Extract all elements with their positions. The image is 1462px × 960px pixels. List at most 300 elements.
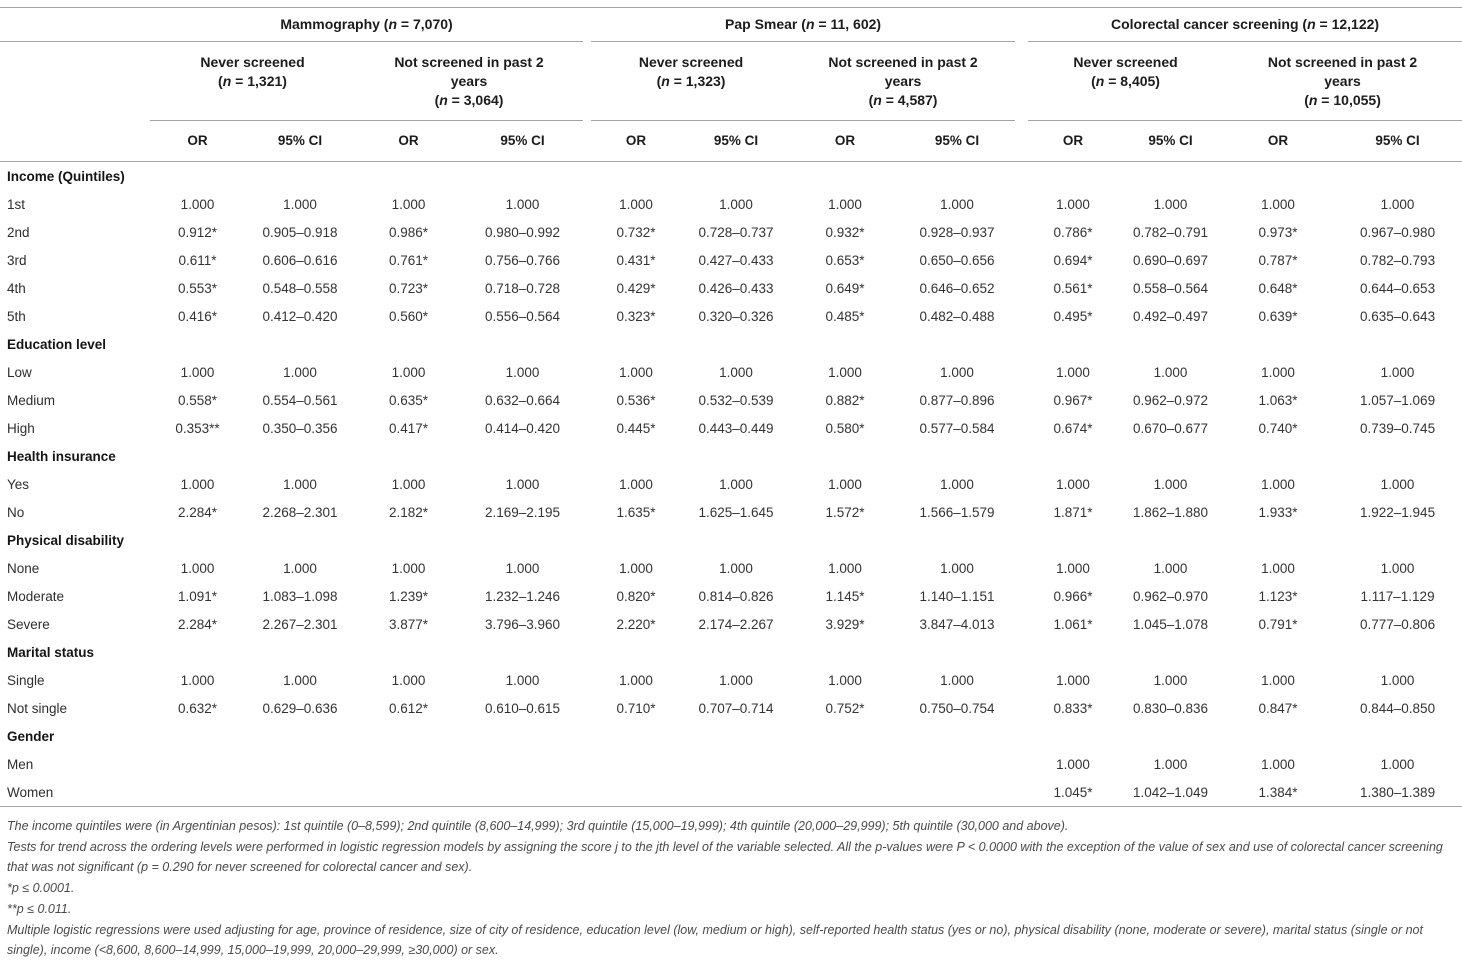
ci-cell: 1.000 xyxy=(1380,672,1415,688)
group-title-text: Mammography ( xyxy=(280,16,389,32)
group-spacer xyxy=(583,470,591,498)
ci-cell: 1.000 xyxy=(940,560,974,576)
group-spacer xyxy=(583,121,591,162)
ci-cell: 0.877–0.896 xyxy=(919,392,995,408)
or-cell: 1.000 xyxy=(1261,672,1295,688)
ci-cell: 0.427–0.433 xyxy=(698,252,774,268)
data-row xyxy=(0,190,1462,218)
ci-header: 95% CI xyxy=(462,121,583,162)
section-label: Income (Quintiles) xyxy=(7,168,125,184)
ci-cell: 1.000 xyxy=(505,672,540,688)
subgroup-label: Not screened in past 2 years xyxy=(828,54,978,89)
group-spacer xyxy=(1015,750,1028,778)
or-cell: 1.145* xyxy=(825,588,865,604)
subgroup-colorectal-never: Never screened (n = 8,405) xyxy=(1028,42,1223,121)
or-cell xyxy=(591,750,681,778)
ci-cell: 2.174–2.267 xyxy=(698,616,774,632)
ci-cell: 1.000 xyxy=(1153,756,1188,772)
group-title-n: n xyxy=(388,16,398,32)
ci-cell: 1.000 xyxy=(1153,196,1188,212)
ci-cell: 1.000 xyxy=(505,476,540,492)
or-cell: 0.966* xyxy=(1053,588,1093,604)
ci-cell: 0.482–0.488 xyxy=(919,308,995,324)
or-cell: 0.495* xyxy=(1053,308,1093,324)
or-cell: 0.740* xyxy=(1258,420,1298,436)
or-cell: 0.560* xyxy=(388,308,429,324)
ci-cell: 1.000 xyxy=(719,476,753,492)
ci-cell: 0.635–0.643 xyxy=(1360,308,1436,324)
or-cell: 0.932* xyxy=(825,224,865,240)
group-spacer xyxy=(1015,302,1028,330)
subgroup-n: ( xyxy=(434,92,440,108)
group-spacer xyxy=(583,414,591,442)
or-cell: 0.429* xyxy=(616,280,656,296)
ci-cell xyxy=(245,778,355,807)
or-cell xyxy=(150,750,245,778)
ci-cell: 0.750–0.754 xyxy=(919,700,995,716)
ci-cell: 0.644–0.653 xyxy=(1360,280,1436,296)
or-cell: 0.417* xyxy=(388,420,429,436)
group-spacer xyxy=(1015,582,1028,610)
data-row xyxy=(0,414,1462,442)
ci-cell: 1.057–1.069 xyxy=(1360,392,1436,408)
row-label: Yes xyxy=(7,476,30,492)
section-label: Health insurance xyxy=(7,448,116,464)
group-spacer xyxy=(1015,246,1028,274)
or-cell: 1.000 xyxy=(180,560,215,576)
or-cell xyxy=(791,778,899,807)
or-ci-header-row xyxy=(0,121,1462,162)
group-spacer xyxy=(583,274,591,302)
or-cell: 0.635* xyxy=(388,392,429,408)
data-row xyxy=(0,274,1462,302)
or-cell: 1.000 xyxy=(180,476,215,492)
group-title-text: Pap Smear ( xyxy=(725,16,806,32)
ci-cell: 0.532–0.539 xyxy=(698,392,774,408)
or-header: OR xyxy=(591,121,681,162)
or-cell: 1.000 xyxy=(619,560,653,576)
or-cell: 0.323* xyxy=(616,308,656,324)
row-label: Medium xyxy=(7,392,56,408)
or-cell: 1.000 xyxy=(619,364,653,380)
or-cell: 0.431* xyxy=(616,252,656,268)
data-row xyxy=(0,218,1462,246)
or-cell: 1.000 xyxy=(391,672,426,688)
section-row xyxy=(0,638,1462,666)
or-cell: 1.063* xyxy=(1258,392,1298,408)
ci-cell: 0.320–0.326 xyxy=(698,308,774,324)
subgroup-pap-never: Never screened (n = 1,323) xyxy=(591,42,791,121)
section-row xyxy=(0,330,1462,358)
group-spacer xyxy=(583,190,591,218)
ci-cell: 1.000 xyxy=(940,672,974,688)
ci-cell: 0.632–0.664 xyxy=(484,392,561,408)
or-cell: 1.933* xyxy=(1258,504,1298,520)
ci-cell: 0.782–0.793 xyxy=(1360,252,1436,268)
section-label: Physical disability xyxy=(7,532,125,548)
ci-cell: 0.412–0.420 xyxy=(262,308,338,324)
ci-cell: 0.739–0.745 xyxy=(1360,420,1436,436)
or-cell: 0.761* xyxy=(388,252,429,268)
ci-cell: 1.380–1.389 xyxy=(1360,784,1436,800)
ci-cell: 1.000 xyxy=(283,560,317,576)
ci-cell: 0.554–0.561 xyxy=(262,392,338,408)
subgroup-label: Never screened xyxy=(200,54,305,70)
footnote-income-quintiles: The income quintiles were (in Argentinian pesos): 1st quintile (0–8,599); 2nd quintile (8,600–14,999); 3rd quintile (15,000–19,999); 4th quintile (20,000–29,999); 5th quintile (30,000 and above). xyxy=(7,819,1069,833)
stub-header xyxy=(0,121,150,162)
table-body xyxy=(0,162,1462,807)
group-spacer xyxy=(1015,218,1028,246)
or-cell: 1.123* xyxy=(1258,588,1298,604)
group-header-pap-smear xyxy=(591,8,1015,42)
data-row xyxy=(0,610,1462,638)
or-cell: 1.635* xyxy=(616,504,656,520)
or-cell: 1.000 xyxy=(1261,196,1295,212)
or-cell: 0.710* xyxy=(616,700,656,716)
ci-cell: 0.426–0.433 xyxy=(698,280,774,296)
ci-cell: 0.610–0.615 xyxy=(484,700,561,716)
or-cell: 0.580* xyxy=(825,420,865,436)
ci-cell: 0.782–0.791 xyxy=(1132,224,1209,240)
row-label: Severe xyxy=(7,616,50,632)
ci-cell: 3.796–3.960 xyxy=(484,616,561,632)
ci-header: 95% CI xyxy=(245,121,355,162)
or-header: OR xyxy=(355,121,462,162)
or-cell: 1.000 xyxy=(828,560,862,576)
or-cell: 0.967* xyxy=(1053,392,1093,408)
or-cell: 0.561* xyxy=(1053,280,1093,296)
or-cell: 0.674* xyxy=(1053,420,1093,436)
or-cell xyxy=(791,750,899,778)
ci-cell xyxy=(681,778,791,807)
ci-cell: 1.000 xyxy=(1380,196,1415,212)
ci-cell: 1.000 xyxy=(719,364,753,380)
section-row xyxy=(0,162,1462,191)
ci-cell: 0.443–0.449 xyxy=(698,420,774,436)
row-label: Women xyxy=(7,784,54,800)
ci-cell: 0.646–0.652 xyxy=(919,280,995,296)
ci-cell: 0.690–0.697 xyxy=(1132,252,1209,268)
or-cell: 1.061* xyxy=(1053,616,1093,632)
group-header-colorectal xyxy=(1028,8,1462,42)
row-label: Single xyxy=(7,672,45,688)
subgroup-pap-not2yr: Not screened in past 2 years (n = 4,587) xyxy=(791,42,1015,121)
or-cell: 1.000 xyxy=(391,476,426,492)
or-cell: 0.536* xyxy=(616,392,656,408)
or-cell: 1.000 xyxy=(1056,476,1090,492)
or-cell: 0.882* xyxy=(825,392,865,408)
ci-cell: 2.267–2.301 xyxy=(262,616,338,632)
stub-header xyxy=(0,42,150,121)
ci-cell xyxy=(462,778,583,807)
data-row xyxy=(0,694,1462,722)
or-cell: 0.353** xyxy=(175,420,220,436)
table-header xyxy=(0,8,1462,162)
or-cell: 0.648* xyxy=(1258,280,1298,296)
or-cell: 1.000 xyxy=(180,672,215,688)
group-title-n-value: = 12,122) xyxy=(1315,16,1380,32)
or-cell: 0.485* xyxy=(825,308,865,324)
or-cell: 0.787* xyxy=(1258,252,1298,268)
or-cell: 3.929* xyxy=(825,616,865,632)
subgroup-label: Not screened in past 2 years xyxy=(1267,54,1418,89)
subgroup-colorectal-not2yr: Not screened in past 2 years (n = 10,055) xyxy=(1223,42,1462,121)
section-row xyxy=(0,722,1462,750)
group-spacer xyxy=(583,42,591,121)
or-cell: 0.986* xyxy=(388,224,429,240)
group-title-n-value: = 11, 602) xyxy=(814,16,882,32)
section-label: Gender xyxy=(7,728,55,744)
ci-cell: 0.606–0.616 xyxy=(262,252,338,268)
or-cell: 0.694* xyxy=(1053,252,1093,268)
or-cell: 1.000 xyxy=(828,672,862,688)
footnote-p-0001: *p ≤ 0.0001. xyxy=(7,881,75,895)
or-cell: 1.572* xyxy=(825,504,865,520)
group-header-row xyxy=(0,8,1462,42)
ci-cell: 1.000 xyxy=(719,196,753,212)
row-label: Moderate xyxy=(7,588,65,604)
ci-cell: 1.000 xyxy=(505,364,540,380)
or-cell: 1.000 xyxy=(391,364,426,380)
ci-cell: 0.629–0.636 xyxy=(262,700,338,716)
ci-cell: 0.492–0.497 xyxy=(1132,308,1209,324)
row-label: 1st xyxy=(7,196,26,212)
ci-cell: 0.650–0.656 xyxy=(919,252,995,268)
ci-cell: 1.000 xyxy=(283,476,317,492)
ci-cell: 0.980–0.992 xyxy=(484,224,561,240)
ci-header: 95% CI xyxy=(1118,121,1223,162)
or-cell: 1.000 xyxy=(1261,756,1295,772)
or-cell: 2.220* xyxy=(616,616,656,632)
or-header: OR xyxy=(1223,121,1333,162)
group-spacer xyxy=(583,666,591,694)
or-cell: 0.445* xyxy=(616,420,656,436)
subgroup-n: ( xyxy=(1091,73,1096,89)
subgroup-n: ( xyxy=(656,73,662,89)
group-spacer xyxy=(1015,694,1028,722)
group-spacer xyxy=(583,246,591,274)
data-row xyxy=(0,778,1462,807)
ci-cell: 0.967–0.980 xyxy=(1360,224,1436,240)
group-spacer xyxy=(583,8,591,42)
data-row xyxy=(0,666,1462,694)
or-cell: 1.000 xyxy=(1056,560,1090,576)
group-spacer xyxy=(1015,42,1028,121)
ci-cell: 1.000 xyxy=(719,672,753,688)
ci-cell: 0.350–0.356 xyxy=(262,420,338,436)
row-label: 2nd xyxy=(7,224,30,240)
or-cell: 1.000 xyxy=(1056,364,1090,380)
group-spacer xyxy=(1015,358,1028,386)
or-cell: 1.000 xyxy=(828,364,862,380)
or-cell: 0.632* xyxy=(177,700,218,716)
or-cell: 0.786* xyxy=(1053,224,1093,240)
ci-cell: 0.844–0.850 xyxy=(1360,700,1436,716)
or-cell: 0.752* xyxy=(825,700,865,716)
ci-cell: 0.558–0.564 xyxy=(1132,280,1209,296)
or-header: OR xyxy=(791,121,899,162)
or-cell: 0.649* xyxy=(825,280,865,296)
ci-cell xyxy=(899,778,1015,807)
subgroup-n: ( xyxy=(1304,92,1309,108)
or-cell: 1.000 xyxy=(1261,560,1295,576)
group-title-text: Colorectal cancer screening ( xyxy=(1111,16,1308,32)
ci-cell: 1.000 xyxy=(940,196,974,212)
row-label: Low xyxy=(7,364,32,380)
ci-cell: 2.268–2.301 xyxy=(262,504,338,520)
row-label: 4th xyxy=(7,280,26,296)
or-cell: 0.553* xyxy=(177,280,218,296)
group-spacer xyxy=(583,582,591,610)
ci-cell: 0.756–0.766 xyxy=(484,252,561,268)
ci-cell: 1.000 xyxy=(283,196,317,212)
subgroup-n: ( xyxy=(218,73,223,89)
group-spacer xyxy=(1015,386,1028,414)
ci-cell xyxy=(245,750,355,778)
ci-cell xyxy=(462,750,583,778)
group-spacer xyxy=(1015,190,1028,218)
subgroup-n: ( xyxy=(868,92,874,108)
or-cell: 1.000 xyxy=(1056,196,1090,212)
or-cell: 0.820* xyxy=(616,588,656,604)
section-row xyxy=(0,442,1462,470)
or-cell xyxy=(355,750,462,778)
or-cell: 0.912* xyxy=(177,224,218,240)
or-cell: 1.000 xyxy=(1056,672,1090,688)
or-cell: 1.000 xyxy=(180,196,215,212)
group-spacer xyxy=(583,498,591,526)
data-row xyxy=(0,470,1462,498)
ci-header: 95% CI xyxy=(1333,121,1462,162)
ci-cell: 1.000 xyxy=(719,560,753,576)
ci-cell: 1.000 xyxy=(1380,476,1415,492)
ci-cell: 1.000 xyxy=(505,560,540,576)
subgroup-label: Never screened xyxy=(638,54,744,70)
or-cell xyxy=(591,778,681,807)
data-row xyxy=(0,498,1462,526)
data-row xyxy=(0,302,1462,330)
ci-cell: 1.000 xyxy=(940,476,974,492)
footnote-adjustments: Multiple logistic regressions were used adjusting for age, province of residence, size of city of residence, education level (low, medium or high), self-reported health status (yes or no), physical disability (none, moderate or severe), marital status (single or not single), income (<8,600, 8,600–14,999, 15,000–19,999, 20,000–29,999, ≥30,000) or sex. xyxy=(7,923,1423,957)
or-cell: 0.973* xyxy=(1258,224,1298,240)
section-label: Education level xyxy=(7,336,107,352)
or-cell: 0.732* xyxy=(616,224,656,240)
or-cell: 1.000 xyxy=(1261,364,1295,380)
ci-cell: 0.414–0.420 xyxy=(484,420,561,436)
or-cell: 0.639* xyxy=(1258,308,1298,324)
group-spacer xyxy=(1015,414,1028,442)
ci-cell: 0.777–0.806 xyxy=(1360,616,1436,632)
or-cell: 0.558* xyxy=(177,392,218,408)
or-cell: 0.847* xyxy=(1258,700,1298,716)
group-spacer xyxy=(1015,610,1028,638)
or-cell: 1.000 xyxy=(1261,476,1295,492)
ci-cell: 1.566–1.579 xyxy=(919,504,995,520)
ci-cell xyxy=(899,750,1015,778)
or-cell: 1.000 xyxy=(619,672,653,688)
ci-cell: 0.728–0.737 xyxy=(698,224,774,240)
row-label: No xyxy=(7,504,25,520)
ci-cell: 1.042–1.049 xyxy=(1132,784,1209,800)
group-spacer xyxy=(1015,498,1028,526)
ci-cell: 0.814–0.826 xyxy=(698,588,774,604)
row-label: 5th xyxy=(7,308,26,324)
group-spacer xyxy=(1015,666,1028,694)
group-spacer xyxy=(1015,8,1028,42)
ci-cell: 0.962–0.972 xyxy=(1132,392,1209,408)
or-cell: 1.045* xyxy=(1053,784,1093,800)
ci-cell: 0.830–0.836 xyxy=(1132,700,1209,716)
page xyxy=(0,7,1462,957)
ci-cell: 2.169–2.195 xyxy=(484,504,561,520)
or-cell: 1.000 xyxy=(1056,756,1090,772)
or-cell: 0.612* xyxy=(388,700,429,716)
ci-cell: 1.000 xyxy=(1380,756,1415,772)
group-spacer xyxy=(583,358,591,386)
group-spacer xyxy=(583,778,591,807)
subgroup-label: Not screened in past 2 years xyxy=(394,54,544,89)
group-spacer xyxy=(1015,470,1028,498)
group-title-n: n xyxy=(805,16,815,32)
row-label: Men xyxy=(7,756,34,772)
footnote-p-011: **p ≤ 0.011. xyxy=(7,902,72,916)
ci-cell xyxy=(681,750,791,778)
footnote-trend-tests: Tests for trend across the ordering levels were performed in logistic regression models by assigning the score j to the jth level of the variable selected. All the p-values were P < 0.0000 with the exception of the value of sex and use of colorectal cancer screening that was not significant (p = 0.290 for never screened for colorectal cancer and sex). xyxy=(7,840,1443,874)
or-cell: 1.384* xyxy=(1258,784,1298,800)
group-spacer xyxy=(1015,554,1028,582)
data-row xyxy=(0,246,1462,274)
group-spacer xyxy=(583,694,591,722)
ci-cell: 1.000 xyxy=(283,672,317,688)
group-header-mammography xyxy=(150,8,583,42)
or-cell: 1.000 xyxy=(619,196,653,212)
or-cell xyxy=(355,778,462,807)
or-cell: 0.653* xyxy=(825,252,865,268)
group-spacer xyxy=(1015,778,1028,807)
group-title-n-value: = 7,070) xyxy=(397,16,453,32)
ci-cell: 0.718–0.728 xyxy=(484,280,561,296)
ci-cell: 1.000 xyxy=(940,364,974,380)
ci-cell: 1.232–1.246 xyxy=(484,588,561,604)
section-row xyxy=(0,526,1462,554)
or-cell: 0.723* xyxy=(388,280,429,296)
ci-cell: 1.000 xyxy=(1153,672,1188,688)
data-row xyxy=(0,582,1462,610)
group-spacer xyxy=(583,302,591,330)
subgroup-mammo-never: Never screened (n = 1,321) xyxy=(150,42,355,121)
row-label: High xyxy=(7,420,35,436)
row-label: Not single xyxy=(7,700,68,716)
or-cell: 1.000 xyxy=(828,476,862,492)
or-cell: 0.611* xyxy=(178,252,217,268)
ci-cell: 1.000 xyxy=(1380,364,1415,380)
ci-cell: 0.905–0.918 xyxy=(262,224,338,240)
or-cell: 3.877* xyxy=(388,616,429,632)
row-label: 3rd xyxy=(7,252,27,268)
or-cell: 1.000 xyxy=(391,196,426,212)
or-cell: 1.000 xyxy=(619,476,653,492)
ci-cell: 1.140–1.151 xyxy=(919,588,995,604)
data-row xyxy=(0,386,1462,414)
or-cell: 1.000 xyxy=(180,364,215,380)
or-header: OR xyxy=(1028,121,1118,162)
ci-cell: 1.922–1.945 xyxy=(1360,504,1436,520)
section-label: Marital status xyxy=(7,644,95,660)
group-spacer xyxy=(583,386,591,414)
or-cell: 0.833* xyxy=(1053,700,1093,716)
data-row xyxy=(0,358,1462,386)
group-spacer xyxy=(583,218,591,246)
